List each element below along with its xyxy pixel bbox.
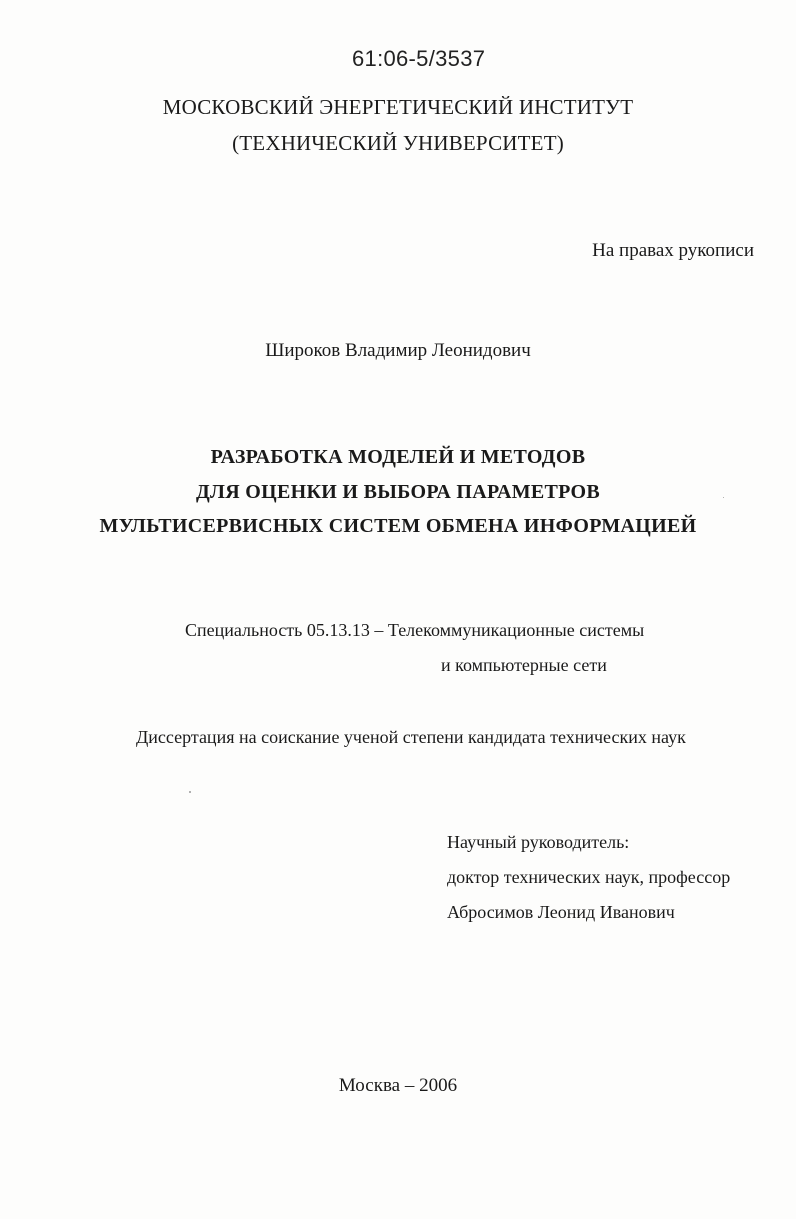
supervisor-label: Научный руководитель: [447, 832, 630, 852]
dissertation-type: Диссертация на соискание ученой степени кандидата технических наук [136, 727, 686, 747]
specialty-line-2: и компьютерные сети [441, 655, 607, 675]
specialty-line-1: Специальность 05.13.13 – Телекоммуникационные системы [185, 620, 645, 640]
supervisor-name: Абросимов Леонид Иванович [447, 902, 675, 922]
dissertation-title-line-1: РАЗРАБОТКА МОДЕЛЕЙ И МЕТОДОВ [210, 446, 586, 468]
scan-speck [189, 791, 191, 793]
registration-number: 61:06-5/3537 [352, 46, 486, 71]
supervisor-degree: доктор технических наук, профессор [447, 867, 731, 887]
scan-speck [723, 497, 724, 498]
dissertation-title-line-2: ДЛЯ ОЦЕНКИ И ВЫБОРА ПАРАМЕТРОВ [195, 481, 601, 503]
dissertation-title-line-3: МУЛЬТИСЕРВИСНЫХ СИСТЕМ ОБМЕНА ИНФОРМАЦИЕЙ [99, 515, 697, 537]
author-name: Широков Владимир Леонидович [265, 340, 531, 361]
institution-subtitle: (ТЕХНИЧЕСКИЙ УНИВЕРСИТЕТ) [232, 131, 564, 155]
manuscript-rights-note: На правах рукописи [592, 240, 754, 261]
place-and-year: Москва – 2006 [338, 1075, 458, 1096]
institution-name: МОСКОВСКИЙ ЭНЕРГЕТИЧЕСКИЙ ИНСТИТУТ [162, 95, 634, 119]
